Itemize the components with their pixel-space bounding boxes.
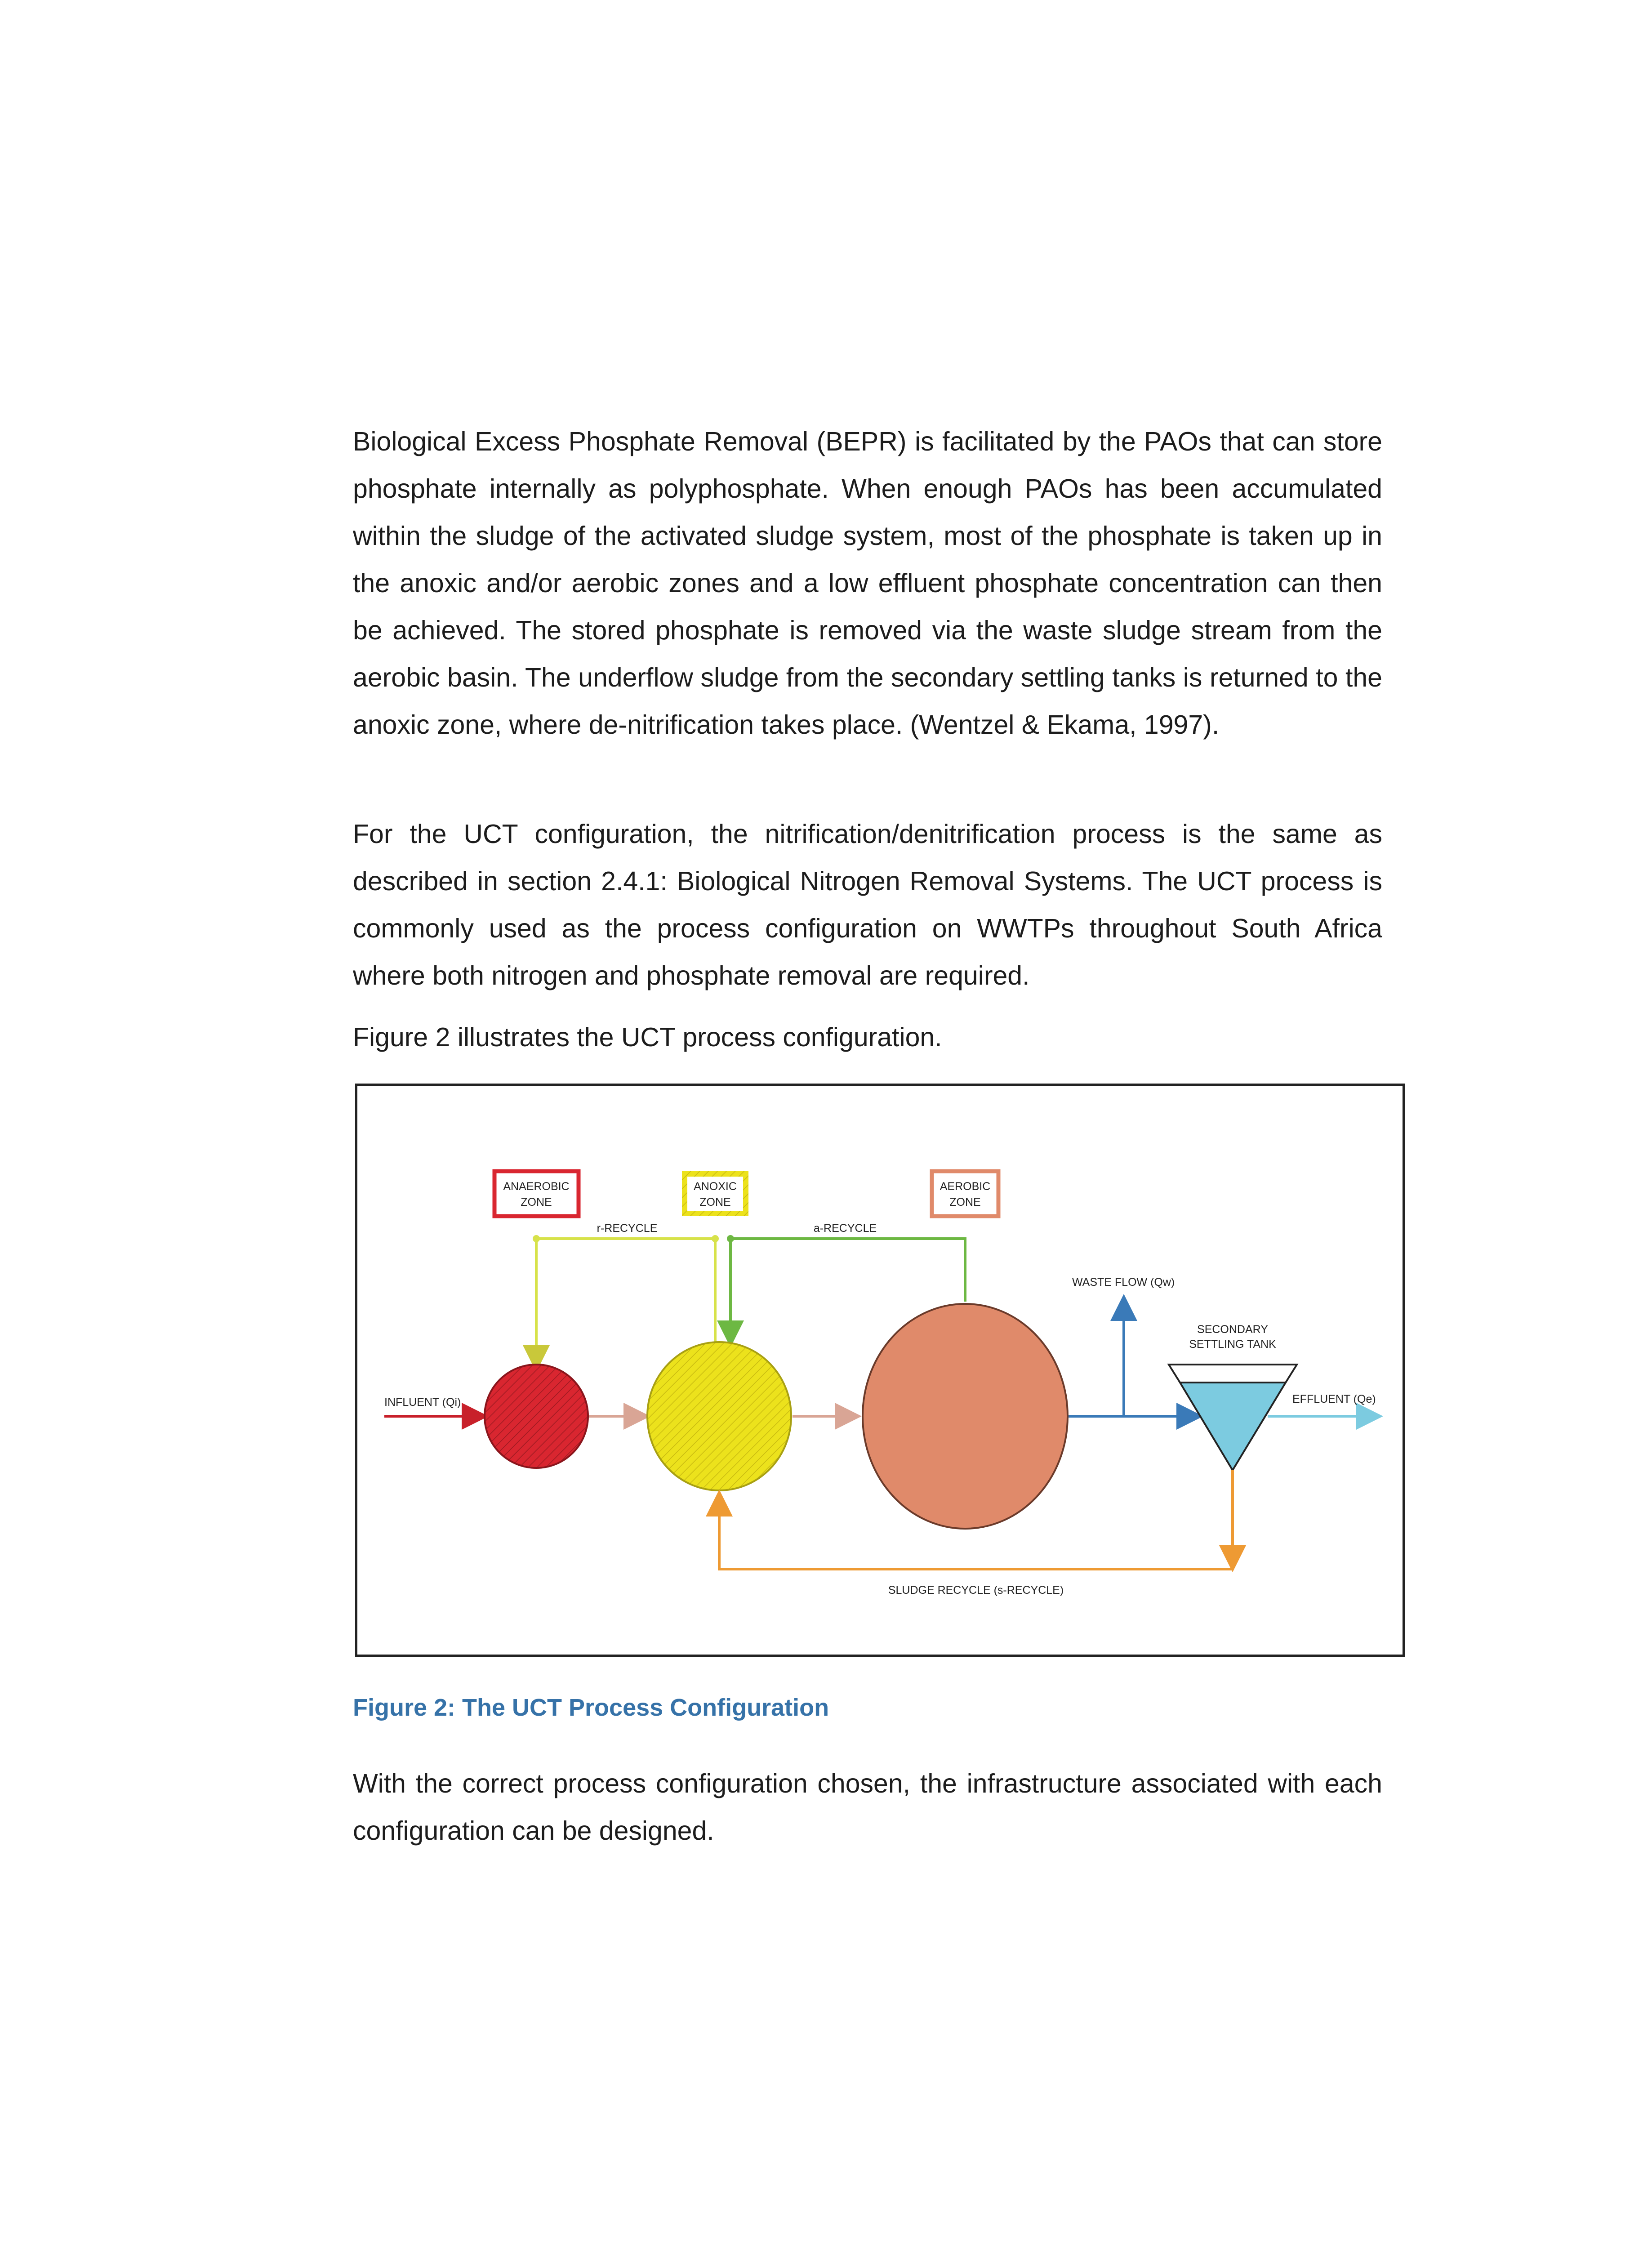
waste-flow-label: WASTE FLOW (Qw): [1072, 1276, 1175, 1289]
paragraph-uct-configuration: [353, 811, 1382, 999]
anoxic-zone-label: [682, 1171, 748, 1216]
anoxic-label-line1: ANOXIC: [694, 1180, 737, 1193]
anaerobic-label-line1: ANAEROBIC: [503, 1180, 570, 1193]
anaerobic-reactor: [485, 1365, 588, 1468]
sludge-recycle-label: SLUDGE RECYCLE (s-RECYCLE): [888, 1584, 1064, 1597]
influent-label: INFLUENT (Qi): [384, 1396, 461, 1409]
settling-tank-label-line2: SETTLING TANK: [1189, 1338, 1276, 1351]
anaerobic-label-line2: ZONE: [521, 1196, 552, 1209]
aerobic-label-line2: ZONE: [949, 1196, 981, 1209]
paragraph-bepr: [353, 418, 1382, 749]
secondary-settling-tank: [1169, 1323, 1297, 1470]
influent-line: [384, 1396, 483, 1416]
aerobic-reactor: [863, 1304, 1068, 1529]
effluent-label: EFFLUENT (Qe): [1292, 1393, 1376, 1405]
paragraph-bepr-text: Biological Excess Phosphate Removal (BEPR) is facilitated by the PAOs that can store phosphate internally as polyphosphate. When enough PAOs has been accumulated within the sludge of the activated sludge system, most of the phosphate is taken up in the anoxic and/or aerobic zones and a low effluent phosphate concentration can then be achieved. The stored phosphate is removed via the waste sludge stream from the aerobic basin. The underflow sludge from the secondary settling tanks is returned to the anoxic zone, where de-nitrification takes place. (Wentzel & Ekama, 1997).: [353, 427, 1382, 740]
figure-caption: Figure 2: The UCT Process Configuration: [353, 1694, 829, 1721]
anoxic-label-line2: ZONE: [699, 1196, 731, 1209]
paragraph-figure-reference-text: Figure 2 illustrates the UCT process configuration.: [353, 1022, 942, 1052]
effluent-line: [1268, 1393, 1378, 1416]
paragraph-infrastructure: [353, 1760, 1382, 1855]
settling-tank-label-line1: SECONDARY: [1197, 1323, 1268, 1336]
a-recycle-label: a-RECYCLE: [813, 1222, 877, 1235]
anoxic-reactor: [647, 1342, 791, 1490]
uct-process-diagram: [357, 1086, 1403, 1655]
anaerobic-zone-label: [494, 1171, 579, 1216]
aerobic-zone-label: [932, 1171, 998, 1216]
waste-flow-line: [1072, 1276, 1175, 1416]
r-recycle-label: r-RECYCLE: [597, 1222, 658, 1235]
paragraph-uct-configuration-text: For the UCT configuration, the nitrification/denitrification process is the same as described in section 2.4.1: Biological Nitrogen Removal Systems. The UCT process is commonly used as the process configuration on WWTPs throughout South Africa where both nitrogen and phosphate removal are required.: [353, 819, 1382, 990]
figure-uct-process: [355, 1084, 1405, 1657]
paragraph-figure-reference: [353, 1014, 1382, 1061]
r-recycle-line: [533, 1222, 719, 1367]
aerobic-label-line1: AEROBIC: [940, 1180, 991, 1193]
paragraph-infrastructure-text: With the correct process configuration chosen, the infrastructure associated with each configuration can be designed.: [353, 1769, 1382, 1846]
